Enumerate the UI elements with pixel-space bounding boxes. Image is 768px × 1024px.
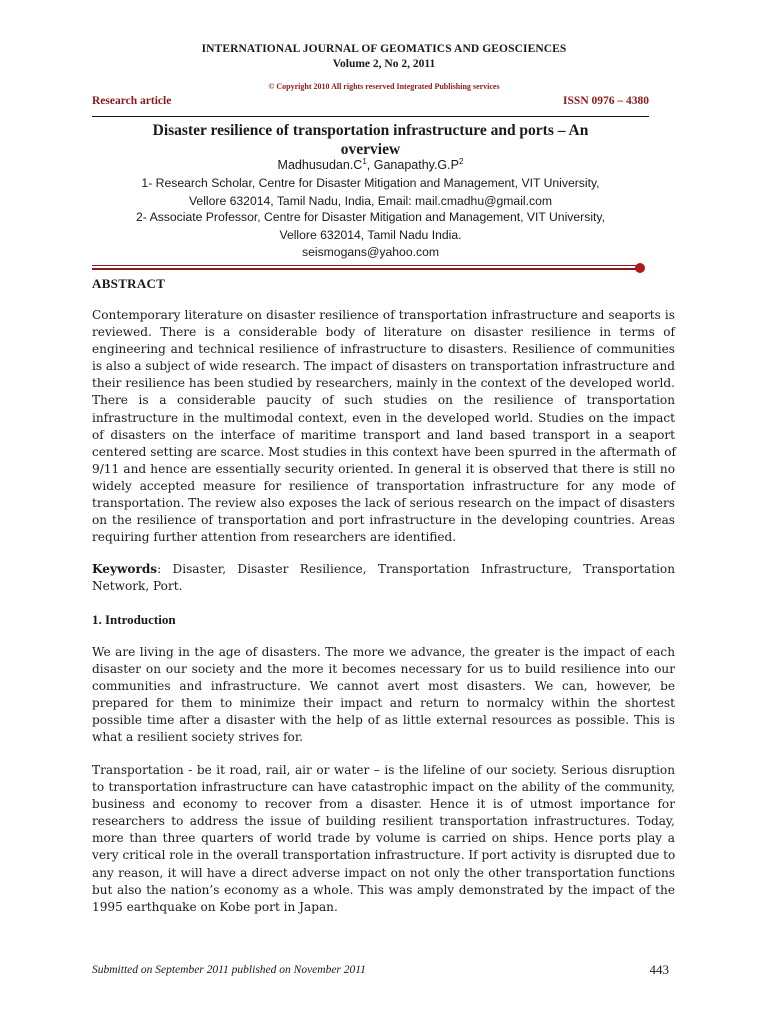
abstract-body [92,307,675,546]
text-line: 1995 earthquake on Kobe port in Japan. [92,899,338,914]
text-line: but also the nation’s economy as a whole. This was amply demonstrated by the impact of the [92,882,675,897]
author-separator: , [366,158,374,173]
text-line: We are living in the age of disasters. The more we advance, the greater is the impact of each [92,645,675,659]
journal-volume: Volume 2, No 2, 2011 [332,58,436,70]
affiliation-2 [92,209,649,262]
keywords-line-2: Network, Port. [92,579,183,594]
text-line: business and economy to recover from a disaster. Hence it is of utmost importance for [92,797,675,812]
affiliation-2-line-2: Vellore 632014, Tamil Nadu India. [279,227,462,242]
text-line: of disasters on the interface of maritime transport and land based transport in a seaport [92,427,675,442]
page-number: 443 [649,962,669,977]
text-line: Transportation - be it road, rail, air or water – is the lifeline of our society. Serious disruption [92,763,675,777]
author-1-name: Madhusudan.C [277,158,363,173]
text-line: to transportation infrastructure can have catastrophic impact on the ability of the community, [92,780,675,795]
text-line: centered setting are scarce. Most studies in this context have been spurred in the aftermath of [92,444,676,459]
introduction-paragraph-2 [92,762,675,916]
paper-title-line-2: overview [340,141,401,158]
submission-note: Submitted on September 2011 published on November 2011 [92,964,366,976]
paper-title [92,121,649,159]
text-line: infrastructure in the multimodal context, even in the developed world. Studies on the impact [92,410,675,425]
text-line: any reason, it will have a direct adverse impact on not only the other transportation functions [92,865,675,880]
journal-name: INTERNATIONAL JOURNAL OF GEOMATICS AND GEOSCIENCES [201,43,567,55]
text-line: on the resilience of transportation and port infrastructure in the developing countries. Areas [92,513,675,528]
text-line: prepared for them to minimize their impact and return to normalcy within the shortest [92,696,675,711]
affiliation-1-line-1: 1- Research Scholar, Centre for Disaster Mitigation and Management, VIT University, [141,176,600,190]
abstract-heading: ABSTRACT [92,276,166,291]
header-rule [92,116,649,117]
divider-thin-line [92,265,636,266]
divider-dot-icon [635,263,645,273]
text-line: requiring further attention from researchers are identified. [92,530,457,545]
introduction-heading: 1. Introduction [92,612,176,627]
text-line: what a resilient society strives for. [92,730,304,745]
introduction-paragraph-1 [92,644,675,747]
text-line: their resilience has been studied by researchers, mainly in the context of the developed world. [92,376,675,391]
affiliation-2-email: seismogans@yahoo.com [301,245,440,259]
text-line: disaster on our society and the more it becomes necessary for us to build resilience into our [92,662,675,677]
section-divider [92,264,640,272]
affiliation-2-line-1: 2- Associate Professor, Centre for Disaster Mitigation and Management, VIT University, [136,210,605,224]
text-line: There is a considerable paucity of such studies on the resilience of transportation [92,393,675,408]
text-line: widely accepted measure for resilience of transportation infrastructure for any mode of [92,478,675,493]
author-2-marker: 2 [458,157,464,166]
text-line: communities and infrastructure. We cannot avert most disasters. We can, however, be [92,679,675,694]
affiliation-1 [92,175,649,210]
text-line: Contemporary literature on disaster resilience of transportation infrastructure and seaports is [92,308,675,322]
text-line: is also a subject of wide research. The impact of disasters on transportation infrastructure and [92,359,675,374]
issn: ISSN 0976 – 4380 [563,95,649,107]
keywords-paragraph [92,561,675,595]
article-type: Research article [92,95,172,107]
author-1-marker: 1 [362,157,367,166]
text-line: 9/11 and hence are essentially security oriented. In general it is observed that there is still no [92,461,675,476]
text-line: very critical role in the overall transportation infrastructure. If port activity is disrupted due to [92,848,676,863]
text-line: transportation. The review also exposes the lack of serious research on the impact of disasters [92,496,675,511]
keywords-list: : Disaster, Disaster Resilience, Transportation Infrastructure, Transportation [157,562,675,576]
text-line: possible time after a disaster with the help of as little external resources as possible. This is [92,713,675,728]
paper-title-line-1: Disaster resilience of transportation infrastructure and ports – An [152,122,589,139]
text-line: researchers to address the issue of building resilient transportation infrastructures. Today, [92,814,675,829]
author-list [92,157,649,172]
divider-thick-line [92,268,636,270]
text-line: reviewed. There is a considerable body of literature on disaster resilience in terms of [92,325,675,340]
keywords-label: Keywords [92,562,158,576]
affiliation-1-line-2: Vellore 632014, Tamil Nadu, India, Email: mail.cmadhu@gmail.com [188,193,553,208]
keywords-line-1 [92,561,675,578]
text-line: more than three quarters of world trade by volume is carried on ships. Hence ports play a [92,831,675,846]
author-2-name: Ganapathy.G.P [373,158,459,173]
copyright-notice: © Copyright 2010 All rights reserved Integrated Publishing services [268,82,500,91]
text-line: engineering and technical resilience of infrastructure to disasters. Resilience of communities [92,342,675,357]
